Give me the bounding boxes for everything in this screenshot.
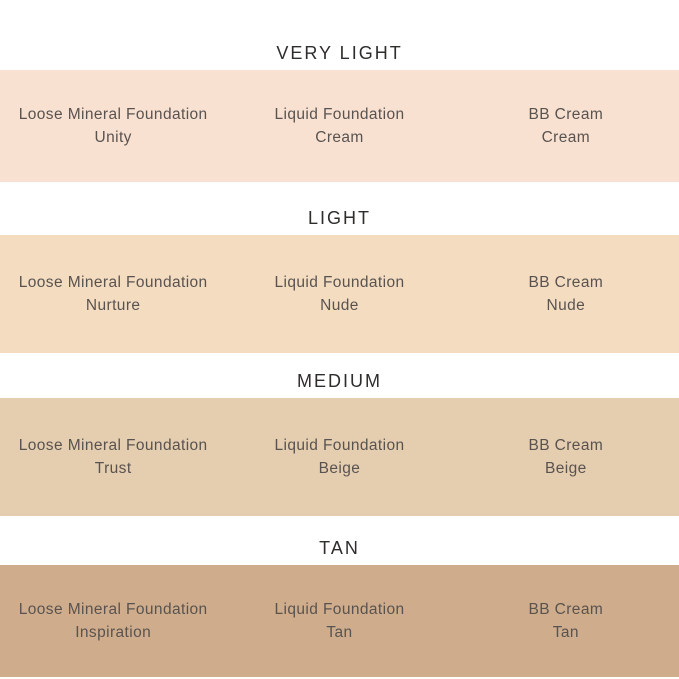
tone-heading-tan: TAN bbox=[319, 538, 360, 558]
section-very-light bbox=[0, 0, 679, 182]
product-shade: Nude bbox=[320, 297, 359, 314]
product-cell bbox=[0, 103, 226, 149]
product-name: BB Cream bbox=[528, 106, 604, 123]
product-shade: Beige bbox=[318, 460, 361, 477]
shade-band-light bbox=[0, 235, 679, 353]
product-cell bbox=[453, 434, 679, 480]
product-cell bbox=[453, 598, 679, 644]
shade-band-tan bbox=[0, 565, 679, 677]
product-cell bbox=[226, 434, 452, 480]
product-shade: Unity bbox=[94, 129, 132, 146]
product-name: Loose Mineral Foundation bbox=[18, 274, 208, 291]
section-medium bbox=[0, 353, 679, 516]
product-name: Liquid Foundation bbox=[274, 106, 405, 123]
product-cell bbox=[453, 103, 679, 149]
product-cell bbox=[226, 271, 452, 317]
product-shade: Inspiration bbox=[75, 624, 152, 641]
product-shade: Cream bbox=[315, 129, 364, 146]
product-name: BB Cream bbox=[528, 274, 604, 291]
product-cell bbox=[0, 434, 226, 480]
product-cell bbox=[226, 103, 452, 149]
product-name: BB Cream bbox=[528, 437, 604, 454]
product-shade: Beige bbox=[544, 460, 587, 477]
tone-heading-medium: MEDIUM bbox=[297, 371, 382, 391]
shade-band-very-light bbox=[0, 70, 679, 182]
product-name: Liquid Foundation bbox=[274, 437, 405, 454]
product-cell bbox=[226, 598, 452, 644]
product-shade: Nurture bbox=[85, 297, 141, 314]
product-name: Liquid Foundation bbox=[274, 601, 405, 618]
section-light bbox=[0, 182, 679, 353]
product-name: Loose Mineral Foundation bbox=[18, 106, 208, 123]
product-name: Liquid Foundation bbox=[274, 274, 405, 291]
product-shade: Cream bbox=[541, 129, 591, 146]
section-tan bbox=[0, 516, 679, 677]
product-name: Loose Mineral Foundation bbox=[18, 601, 208, 618]
product-cell bbox=[453, 271, 679, 317]
product-shade: Nude bbox=[546, 297, 586, 314]
tone-heading-very-light: VERY LIGHT bbox=[276, 43, 403, 63]
shade-band-medium bbox=[0, 398, 679, 516]
product-cell bbox=[0, 271, 226, 317]
product-name: Loose Mineral Foundation bbox=[18, 437, 208, 454]
product-shade: Tan bbox=[552, 624, 579, 641]
product-shade: Tan bbox=[326, 624, 353, 641]
product-cell bbox=[0, 598, 226, 644]
product-name: BB Cream bbox=[528, 601, 604, 618]
tone-heading-light: LIGHT bbox=[307, 208, 371, 228]
product-shade: Trust bbox=[94, 460, 132, 477]
